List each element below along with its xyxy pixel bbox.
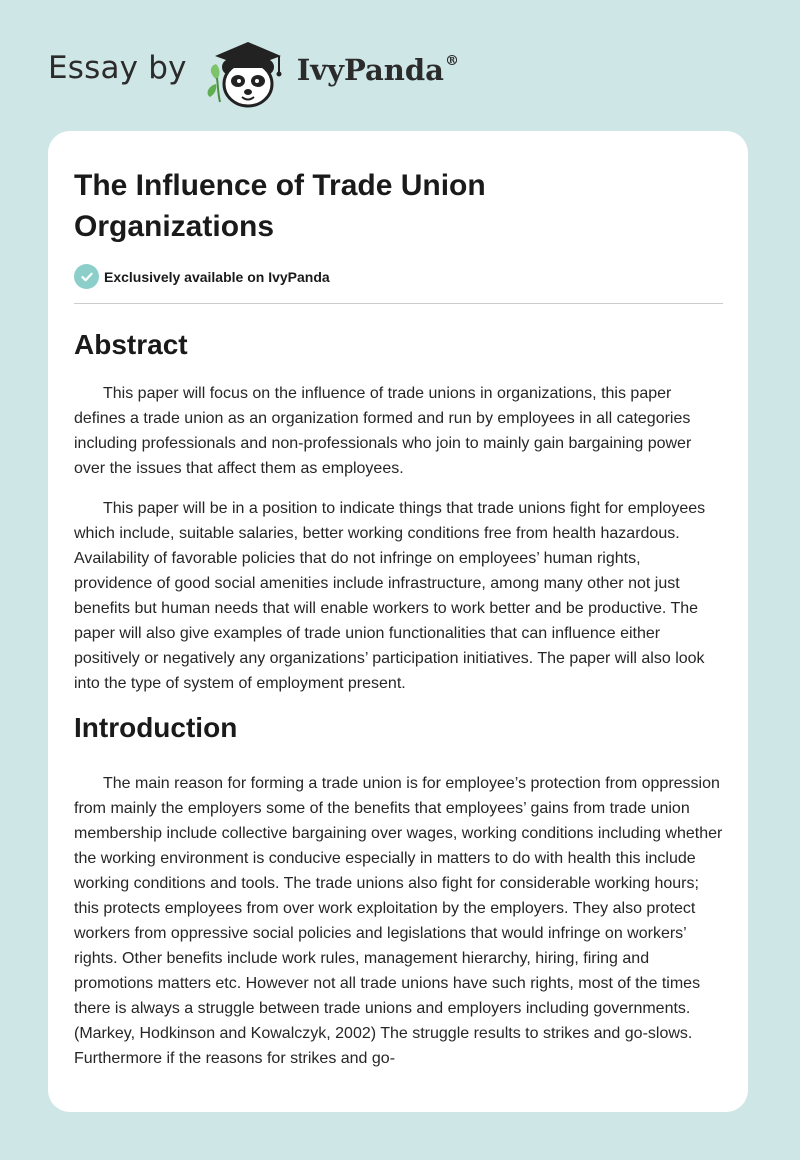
registered-mark: ® — [444, 53, 459, 70]
abstract-heading: Abstract — [74, 329, 188, 360]
exclusive-badge — [74, 264, 723, 289]
page-title: The Influence of Trade Union Organizations — [74, 169, 486, 243]
abstract-paragraph-1: This paper will focus on the influence of trade unions in organizations, this paper defines a trade union as an organization formed and run by employees in all categories including professionals and non-professionals who join to mainly gain bargaining power over the issues that affect them as employees. — [74, 385, 692, 477]
site-header — [48, 34, 459, 110]
check-icon — [74, 264, 99, 289]
brand-name-text: IvyPanda — [296, 53, 444, 87]
introduction-paragraph-1: The main reason for forming a trade union is for employee’s protection from oppression from mainly the employers some of the benefits that employees’ gains from trade union membership include collective bargaining over wages, working conditions including whether the working environment is conducive especially in matters to do with health this include working conditions and tools. The trade unions also fight for considerable working hours; this protects employees from over work exploitation by the employers. They also protect workers from oppressive social policies and legislations that would infringe on workers’ rights. Other benefits include work rules, management hierarchy, hiring, firing and promotions matters etc. However not all trade unions have such rights, most of the times there is always a struggle between trade unions and employers including governments. (Markey, Hodkinson and Kowalczyk, 2002) The struggle results to strikes and go-slows. Furthermore if the reasons for strikes and go- — [74, 775, 723, 1067]
essay-content — [74, 165, 723, 1071]
brand-name[interactable] — [297, 53, 459, 87]
essay-card — [48, 131, 748, 1112]
exclusive-label: Exclusively available on IvyPanda — [104, 268, 330, 285]
title-divider — [74, 303, 723, 304]
essay-by-label: Essay by — [48, 50, 187, 86]
abstract-paragraph-2: This paper will be in a position to indicate things that trade unions fight for employees which include, suitable salaries, better working conditions free from health hazardous. Availability of favorable policies that do not infringe on employees’ human rights, providence of good social amenities include infrastructure, among many other not just benefits but human needs that will enable workers to work better and be productive. The paper will also give examples of trade union functionalities that can influence either positively or negatively any organizations’ participation initiatives. The paper will also look into the type of system of employment present. — [74, 500, 706, 692]
introduction-heading: Introduction — [74, 712, 238, 743]
panda-logo-icon[interactable] — [203, 34, 295, 110]
